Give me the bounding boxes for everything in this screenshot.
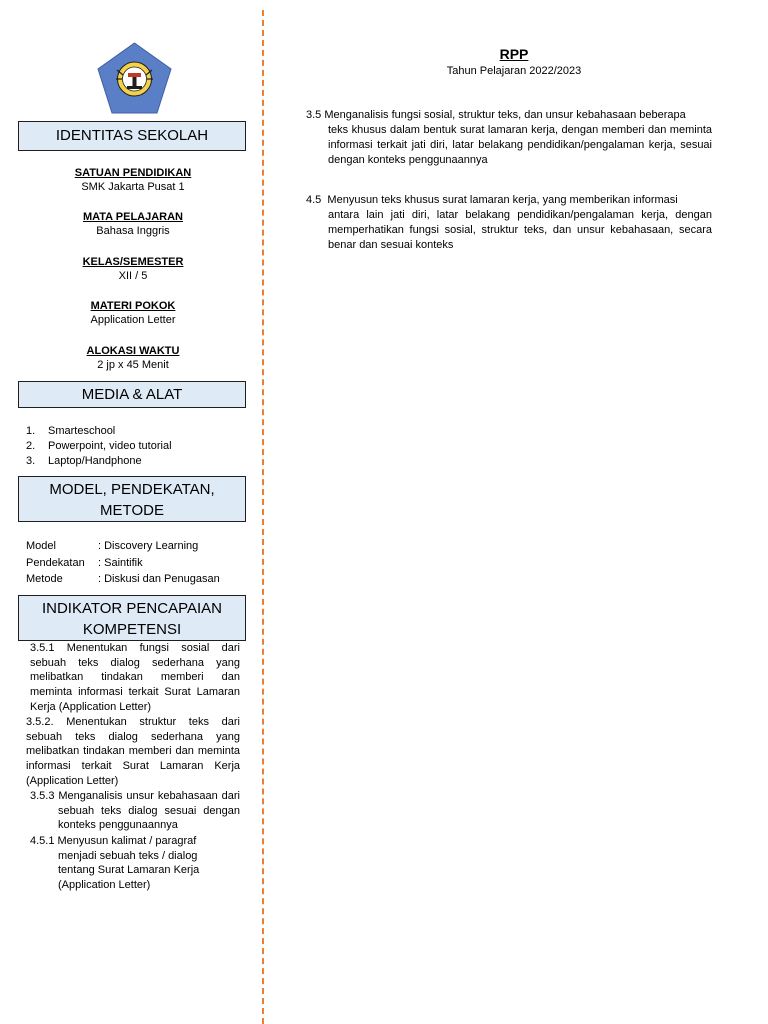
list-text: Smarteschool [48,425,116,437]
field-alokasi-waktu [18,344,248,372]
school-emblem-icon [97,42,172,114]
list-item [26,454,172,469]
field-value: Application Letter [90,314,176,326]
row-value: : Saintifik [98,556,143,569]
kd-3-5 [306,108,712,168]
kd-first-line [306,108,712,123]
field-value: 2 jp x 45 Menit [97,359,169,371]
media-alat-header [18,381,246,408]
indikator-item-4-5-1 [30,834,220,893]
field-materi-pokok [18,299,248,327]
table-row [26,555,220,572]
list-item [26,424,172,439]
media-alat-title: MEDIA & ALAT [81,386,183,403]
list-item [26,439,172,454]
row-key: Model [26,540,56,552]
indikator-header [18,595,246,641]
media-list [26,424,172,469]
academic-year: Tahun Pelajaran 2022/2023 [446,65,582,77]
row-value: : Diskusi dan Penugasan [98,573,220,585]
row-key: Metode [26,573,63,585]
field-label: MATA PELAJARAN [82,211,183,223]
identitas-sekolah-header [18,121,246,151]
row-key: Pendekatan [26,556,85,569]
list-text: Laptop/Handphone [48,455,142,467]
indikator-text: 3.5.2. Menentukan struktur teks dari sebuah teks dialog sederhana yang melibatkan tindakan memberi dan meminta informasi terkait Surat Lamaran Kerja (Application Letter) [26,716,240,787]
indikator-item-3-5-3 [30,789,240,833]
indikator-text: 4.5.1 Menyusun kalimat / paragraf menjadi sebuah teks / dialog tentang Surat Lamaran Kerja (Application Letter) [30,835,200,892]
kd-first-text: Menganalisis fungsi sosial, struktur teks, dan unsur kebahasaan beberapa [324,109,686,121]
model-table [26,538,220,588]
kd-first-text: Menyusun teks khusus surat lamaran kerja, yang memberikan informasi [327,194,678,206]
field-label: ALOKASI WAKTU [86,345,180,357]
kd-rest-text: antara lain jati diri, latar belakang pendidikan/pengalaman kerja, dengan memperhatikan fungsi sosial, struktur teks, dan unsur kebahasaan, secara benar dan sesuai konteks [328,209,712,251]
column-divider [262,10,264,1024]
field-satuan-pendidikan [18,166,248,194]
field-value: XII / 5 [118,270,148,282]
field-kelas-semester [18,255,248,283]
indikator-title: INDIKATOR PENCAPAIAN KOMPETENSI [41,600,223,638]
identitas-sekolah-title: IDENTITAS SEKOLAH [55,127,209,144]
list-text: Powerpoint, video tutorial [48,440,172,452]
table-row [26,571,220,588]
kd-4-5 [306,193,712,253]
field-value: Bahasa Inggris [96,225,170,237]
indikator-text: 3.5.1 Menentukan fungsi sosial dari sebuah teks dialog sederhana yang melibatkan tindakan memberi dan meminta informasi terkait Surat Lamaran Kerja (Application Letter) [30,642,240,713]
model-pendekatan-metode-header [18,476,246,522]
indikator-item-3-5-2 [26,715,240,789]
field-mata-pelajaran [18,210,248,238]
kd-code: 4.5 [306,194,322,206]
indikator-item-3-5-1 [30,641,240,715]
list-number: 3. [26,455,36,467]
table-row [26,538,220,555]
field-label: MATERI POKOK [90,300,176,312]
list-number: 1. [26,425,36,437]
list-number: 2. [26,440,36,452]
page-title: RPP [499,46,529,62]
model-pendekatan-metode-title: MODEL, PENDEKATAN, METODE [49,481,215,519]
field-label: SATUAN PENDIDIKAN [74,167,192,179]
kd-code: 3.5 [306,109,322,121]
row-value: : Discovery Learning [98,540,199,552]
field-label: KELAS/SEMESTER [82,256,184,268]
field-value: SMK Jakarta Pusat 1 [81,181,185,193]
kd-first-line [306,193,712,208]
kd-rest-text: teks khusus dalam bentuk surat lamaran kerja, dengan memberi dan meminta informasi terkait jati diri, latar belakang pendidikan/pengalaman kerja, sesuai dengan konteks penggunaannya [328,124,712,166]
indikator-text: 3.5.3 Menganalisis unsur kebahasaan dari sebuah teks dialog sesuai dengan konteks penggunaannya [30,790,240,832]
